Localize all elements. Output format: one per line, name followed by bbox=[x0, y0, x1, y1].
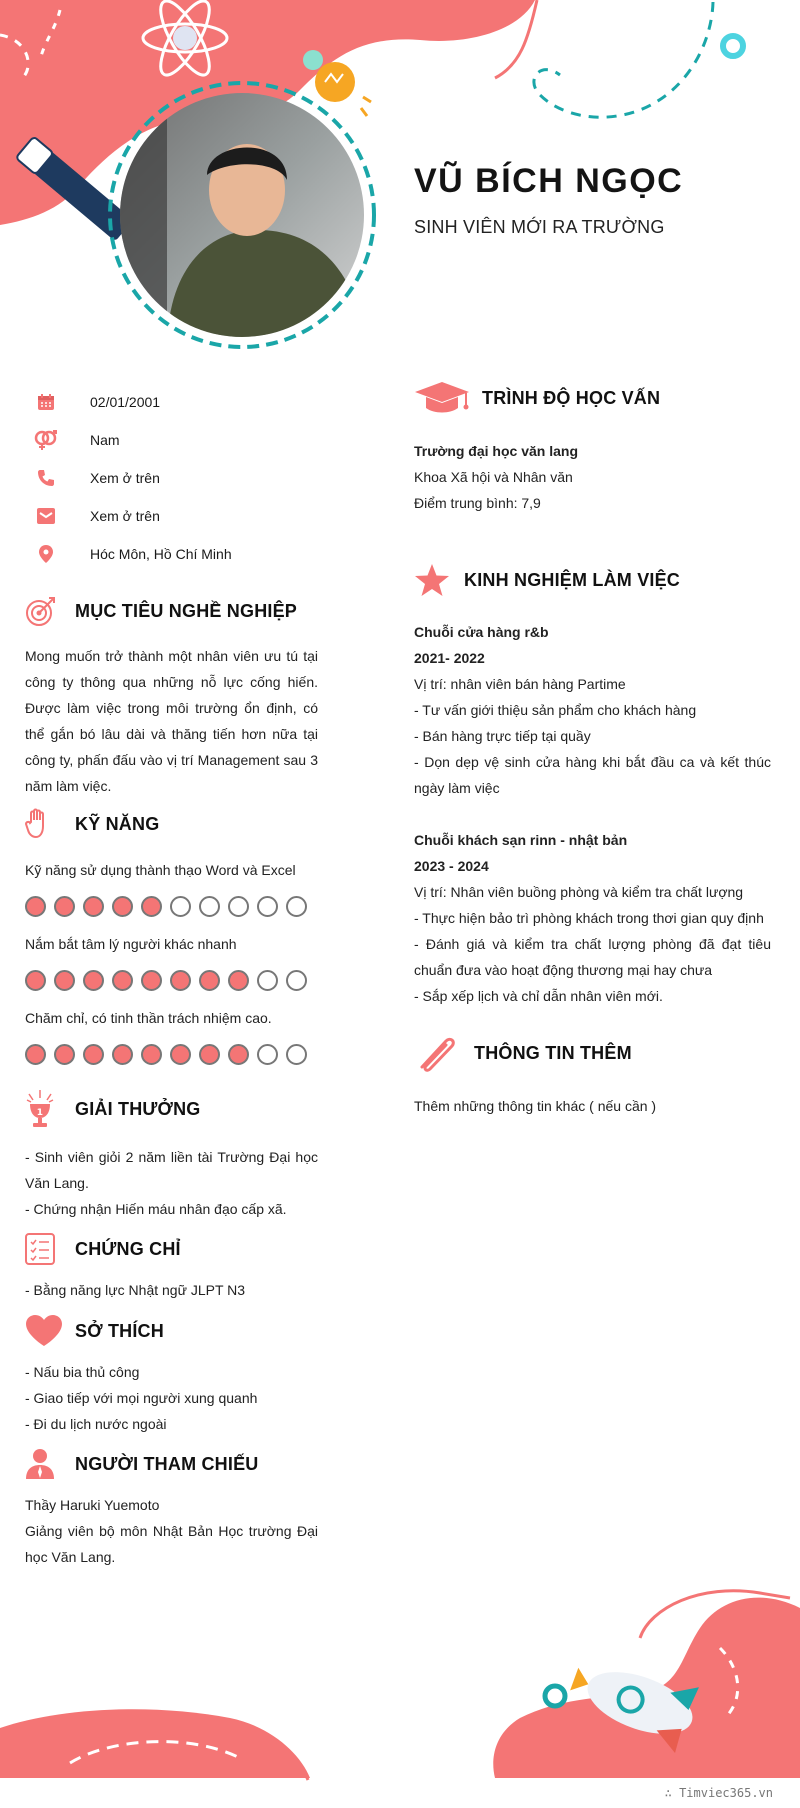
rating-dot-filled bbox=[170, 1044, 191, 1065]
school-name: Trường đại học văn lang bbox=[414, 443, 579, 459]
additional-title: THÔNG TIN THÊM bbox=[474, 1042, 632, 1063]
calendar-icon bbox=[26, 392, 66, 412]
awards-list bbox=[25, 1144, 318, 1222]
objective-text: Mong muốn trở thành một nhân viên ưu tú tại công ty thông qua những nỗ lực cống hiến. Được làm việc trong môi trường ổn định, có thể gắn bó lâu dài và thăng tiến hơn nữa tại công ty, phấn đấu vào vị trí Management sau 3 năm làm việc. bbox=[25, 648, 318, 794]
rating-dot-filled bbox=[228, 970, 249, 991]
award-item: - Chứng nhận Hiến máu nhân đạo cấp xã. bbox=[25, 1201, 287, 1217]
rating-dot-empty bbox=[257, 896, 278, 917]
faculty-name: Khoa Xã hội và Nhân văn bbox=[414, 469, 573, 485]
rating-dot-filled bbox=[25, 1044, 46, 1065]
certificates-heading bbox=[25, 1233, 318, 1265]
rating-dot-filled bbox=[141, 970, 162, 991]
rating-dot-filled bbox=[141, 1044, 162, 1065]
education-details bbox=[414, 438, 771, 516]
job-duty: - Đánh giá và kiểm tra chất lượng phòng đã đạt tiêu chuẩn đưa vào hoạt động thương mại hay chưa bbox=[414, 936, 771, 978]
watermark: ∴ Timviec365.vn bbox=[664, 1786, 773, 1800]
rating-dot-empty bbox=[286, 1044, 307, 1065]
contact-item-location bbox=[26, 535, 326, 573]
additional-heading bbox=[414, 1033, 771, 1073]
footer-decoration bbox=[0, 1568, 800, 1808]
skills-heading bbox=[25, 808, 318, 840]
skill-label: Kỹ năng sử dụng thành thạo Word và Excel bbox=[25, 862, 296, 878]
job-duty: - Bán hàng trực tiếp tại quầy bbox=[414, 728, 591, 744]
objective-section bbox=[25, 595, 318, 799]
skills-list bbox=[25, 862, 318, 1084]
candidate-name: VŨ BÍCH NGỌC bbox=[414, 162, 684, 200]
rating-dot-filled bbox=[25, 970, 46, 991]
skill-rating bbox=[25, 960, 318, 1010]
birthday-text: 02/01/2001 bbox=[90, 394, 161, 410]
contact-list bbox=[26, 383, 326, 573]
teal-ring-icon bbox=[723, 36, 743, 56]
certificates-section bbox=[25, 1233, 318, 1303]
hand-icon bbox=[25, 808, 75, 840]
award-item: - Sinh viên giỏi 2 năm liền tài Trường Đại học Văn Lang. bbox=[25, 1149, 318, 1191]
gender-icon bbox=[26, 429, 66, 451]
gpa-text: Điểm trung bình: 7,9 bbox=[414, 495, 541, 511]
avatar-photo bbox=[107, 80, 377, 350]
job-duty: - Thực hiện bảo trì phòng khách trong thơi gian quy định bbox=[414, 910, 764, 926]
rating-dot-empty bbox=[228, 896, 249, 917]
job-period: 2021- 2022 bbox=[414, 650, 485, 666]
objective-heading bbox=[25, 595, 318, 627]
job-duty: - Sắp xếp lịch và chỉ dẫn nhân viên mới. bbox=[414, 988, 663, 1004]
hobbies-section bbox=[25, 1315, 318, 1437]
rating-dot-filled bbox=[228, 1044, 249, 1065]
job-position: Vị trí: Nhân viên buồng phòng và kiểm tra chất lượng bbox=[414, 884, 744, 900]
job-period: 2023 - 2024 bbox=[414, 858, 489, 874]
awards-heading bbox=[25, 1088, 318, 1130]
certificate-item: - Bằng năng lực Nhật ngữ JLPT N3 bbox=[25, 1282, 246, 1298]
additional-section bbox=[414, 1033, 771, 1119]
education-heading bbox=[414, 380, 771, 416]
teal-ring-icon bbox=[545, 1686, 565, 1706]
job-duty: - Tư vấn giới thiệu sản phẩm cho khách hàng bbox=[414, 702, 697, 718]
phone-icon bbox=[26, 468, 66, 488]
hobby-item: - Giao tiếp với mọi người xung quanh bbox=[25, 1390, 258, 1406]
rating-dot-filled bbox=[112, 896, 133, 917]
experience-heading bbox=[414, 563, 771, 597]
skills-title: KỸ NĂNG bbox=[75, 813, 160, 834]
job-item bbox=[414, 827, 771, 1009]
star-icon bbox=[414, 563, 464, 597]
references-section bbox=[25, 1448, 318, 1570]
rating-dot-empty bbox=[199, 896, 220, 917]
rating-dot-filled bbox=[54, 896, 75, 917]
candidate-role: SINH VIÊN MỚI RA TRƯỜNG bbox=[414, 217, 665, 237]
rating-dot-filled bbox=[199, 1044, 220, 1065]
awards-title: GIẢI THƯỞNG bbox=[75, 1098, 201, 1119]
rating-dot-filled bbox=[54, 970, 75, 991]
rating-dot-empty bbox=[286, 970, 307, 991]
job-duty: - Dọn dẹp vệ sinh cửa hàng khi bắt đầu ca và kết thúc ngày làm việc bbox=[414, 754, 771, 796]
rating-dot-filled bbox=[112, 970, 133, 991]
skill-label: Nắm bắt tâm lý người khác nhanh bbox=[25, 936, 237, 952]
contact-item-birthday bbox=[26, 383, 326, 421]
svg-text:1: 1 bbox=[36, 1108, 44, 1118]
job-company: Chuỗi khách sạn rinn - nhật bản bbox=[414, 832, 628, 848]
footer-blob-left bbox=[0, 1709, 310, 1778]
certificates-list bbox=[25, 1277, 318, 1303]
rating-dot-empty bbox=[286, 896, 307, 917]
hobbies-title: SỞ THÍCH bbox=[75, 1320, 164, 1341]
email-text: Xem ở trên bbox=[90, 508, 160, 524]
hobby-item: - Đi du lịch nước ngoài bbox=[25, 1416, 167, 1432]
hobby-item: - Nấu bia thủ công bbox=[25, 1364, 140, 1380]
skill-rating bbox=[25, 1034, 318, 1084]
hobbies-list bbox=[25, 1359, 318, 1437]
person-icon bbox=[25, 1448, 75, 1480]
skill-label: Chăm chỉ, có tinh thần trách nhiệm cao. bbox=[25, 1010, 272, 1026]
rating-dot-filled bbox=[25, 896, 46, 917]
job-item bbox=[414, 619, 771, 801]
skills-section bbox=[25, 808, 318, 1084]
rating-dot-empty bbox=[257, 1044, 278, 1065]
rating-dot-empty bbox=[170, 896, 191, 917]
references-heading bbox=[25, 1448, 318, 1480]
certificates-title: CHỨNG CHỈ bbox=[75, 1238, 181, 1259]
paperclip-icon bbox=[414, 1033, 474, 1073]
location-text: Hóc Môn, Hồ Chí Minh bbox=[90, 546, 232, 562]
checklist-icon bbox=[25, 1233, 75, 1265]
rating-dot-filled bbox=[54, 1044, 75, 1065]
experience-title: KINH NGHIỆM LÀM VIỆC bbox=[464, 569, 681, 590]
contact-item-phone bbox=[26, 459, 326, 497]
objective-title: MỤC TIÊU NGHỀ NGHIỆP bbox=[75, 600, 298, 621]
hobbies-heading bbox=[25, 1315, 318, 1347]
experience-section bbox=[414, 563, 771, 1009]
contact-item-email bbox=[26, 497, 326, 535]
reference-detail: Giảng viên bộ môn Nhật Bản Học trường Đại học Văn Lang. bbox=[25, 1523, 318, 1565]
education-title: TRÌNH ĐỘ HỌC VẤN bbox=[482, 387, 661, 408]
reference-name: Thầy Haruki Yuemoto bbox=[25, 1497, 160, 1513]
rating-dot-filled bbox=[112, 1044, 133, 1065]
location-icon bbox=[26, 544, 66, 564]
trophy-icon bbox=[25, 1088, 75, 1130]
contact-item-gender bbox=[26, 421, 326, 459]
rating-dot-filled bbox=[83, 970, 104, 991]
rating-dot-filled bbox=[141, 896, 162, 917]
rating-dot-empty bbox=[257, 970, 278, 991]
rating-dot-filled bbox=[83, 1044, 104, 1065]
avatar bbox=[107, 80, 377, 350]
heart-icon bbox=[25, 1315, 75, 1347]
gender-text: Nam bbox=[90, 432, 120, 448]
job-position: Vị trí: nhân viên bán hàng Partime bbox=[414, 676, 626, 692]
rating-dot-filled bbox=[170, 970, 191, 991]
email-icon bbox=[26, 507, 66, 525]
references-list bbox=[25, 1492, 318, 1570]
rating-dot-filled bbox=[199, 970, 220, 991]
rating-dot-filled bbox=[83, 896, 104, 917]
education-section bbox=[414, 380, 771, 516]
target-icon bbox=[25, 595, 75, 627]
additional-text: Thêm những thông tin khác ( nếu cần ) bbox=[414, 1098, 657, 1114]
graduation-cap-icon bbox=[414, 380, 482, 416]
job-company: Chuỗi cửa hàng r&b bbox=[414, 624, 549, 640]
skill-rating bbox=[25, 886, 318, 936]
awards-section bbox=[25, 1088, 318, 1222]
phone-text: Xem ở trên bbox=[90, 470, 160, 486]
references-title: NGƯỜI THAM CHIẾU bbox=[75, 1453, 259, 1474]
